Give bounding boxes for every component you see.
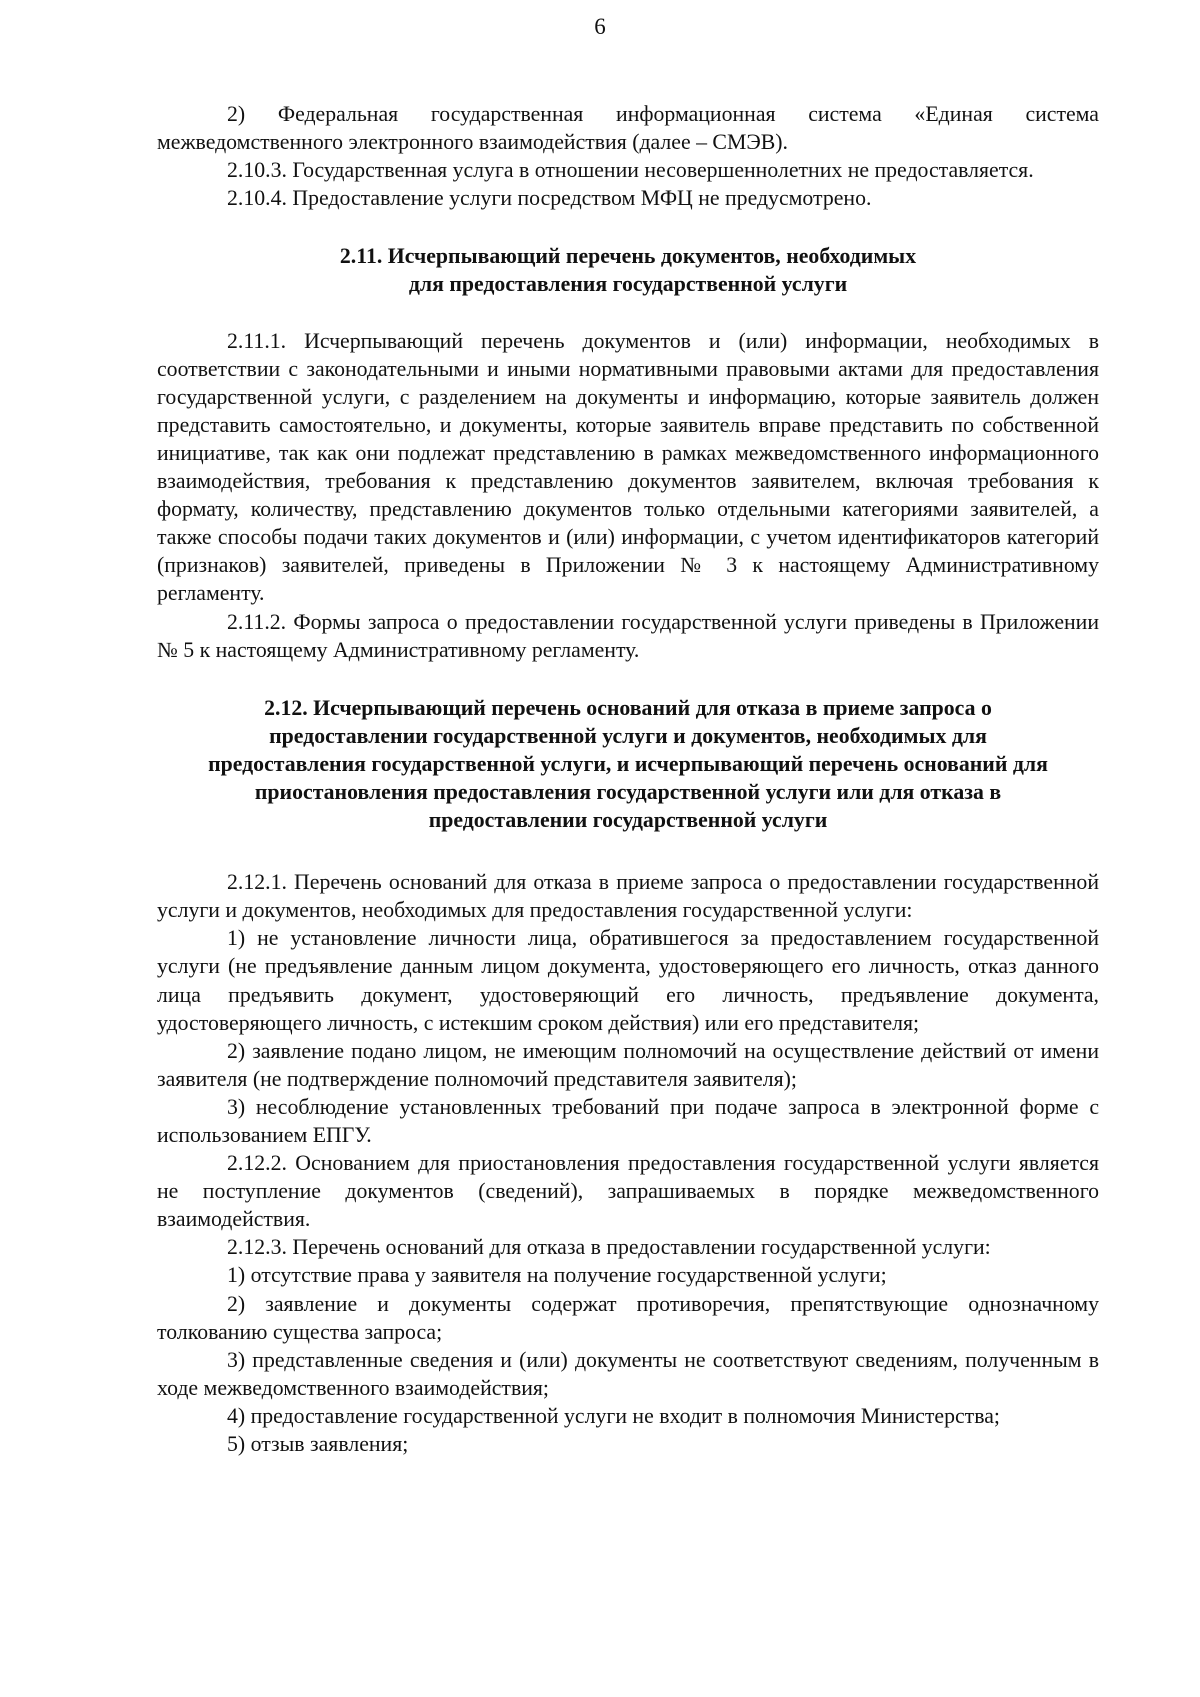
paragraph-2-12-1-item-3: 3) несоблюдение установленных требований при подаче запроса в электронной форме с использованием ЕПГУ.: [157, 1094, 1099, 1147]
section-2-12-heading-line-3: предоставления государственной услуги, и исчерпывающий перечень оснований для: [208, 751, 1048, 776]
paragraph-2-12-1-item-1: 1) не установление личности лица, обратившегося за предоставлением государственной услуги (не предъявление данным лицом документа, удостоверяющего его личность, отказ данного лица предъявить документ, удостоверяющий его личность, предъявление документа, удостоверяющего личность, с истекшим сроком действия) или его представителя;: [157, 926, 1099, 1035]
page-number: 6: [594, 14, 606, 39]
section-2-12-heading-line-2: предоставлении государственной услуги и документов, необходимых для: [269, 723, 987, 748]
paragraph-2-11-1: 2.11.1. Исчерпывающий перечень документов и (или) информации, необходимых в соответствии с законодательными и иными нормативными правовыми актами для предоставления государственной услуги, с разделением на документы и информацию, которые заявитель должен представить самостоятельно, и документы, которые заявитель вправе представить по собственной инициативе, так как они подлежат представлению в рамках межведомственного информационного взаимодействия, требования к представлению документов заявителем, включая требования к формату, количеству, представлению документов только отдельными категориями заявителей, а также способы подачи таких документов и (или) информации, с учетом идентификаторов категорий (признаков) заявителей, приведены в Приложении № 3 к настоящему Административному регламенту.: [157, 328, 1099, 606]
section-2-11-heading-line-2: для предоставления государственной услуги: [408, 272, 848, 297]
paragraph-2-10-3: 2.10.3. Государственная услуга в отношении несовершеннолетних не предоставляется.: [227, 158, 1034, 183]
paragraph-2-12-2: 2.12.2. Основанием для приостановления предоставления государственной услуги является не поступление документов (сведений), запрашиваемых в порядке межведомственного взаимодействия.: [157, 1151, 1099, 1232]
section-2-12-heading: [157, 694, 1099, 834]
paragraph-2-11-2: 2.11.2. Формы запроса о предоставлении государственной услуги приведены в Приложении № 5 к настоящему Административному регламенту.: [157, 609, 1099, 662]
item-2-smev: 2) Федеральная государственная информационная система «Единая система межведомственного электронного взаимодействия (далее – СМЭВ).: [157, 102, 1099, 155]
paragraph-2-10-4: 2.10.4. Предоставление услуги посредством МФЦ не предусмотрено.: [227, 186, 872, 211]
paragraph-2-12-3: 2.12.3. Перечень оснований для отказа в предоставлении государственной услуги:: [227, 1235, 991, 1260]
section-2-11-heading-line-1: 2.11. Исчерпывающий перечень документов, необходимых: [339, 244, 917, 269]
section-2-12-heading-line-4: приостановления предоставления государственной услуги или для отказа в: [254, 779, 1002, 804]
paragraph-2-12-3-item-3: 3) представленные сведения и (или) документы не соответствуют сведениям, полученным в ходе межведомственного взаимодействия;: [157, 1347, 1099, 1400]
section-2-12-heading-line-1: 2.12. Исчерпывающий перечень оснований для отказа в приеме запроса о: [264, 695, 992, 720]
paragraph-2-12-3-item-2: 2) заявление и документы содержат противоречия, препятствующие однозначному толкованию существа запроса;: [157, 1291, 1099, 1344]
paragraph-2-12-3-item-4: 4) предоставление государственной услуги не входит в полномочия Министерства;: [227, 1403, 1000, 1428]
paragraph-2-12-1-item-2: 2) заявление подано лицом, не имеющим полномочий на осуществление действий от имени заявителя (не подтверждение полномочий представителя заявителя);: [157, 1038, 1099, 1091]
paragraph-2-12-1: 2.12.1. Перечень оснований для отказа в приеме запроса о предоставлении государственной услуги и документов, необходимых для предоставления государственной услуги:: [157, 870, 1099, 923]
section-2-11-heading: [157, 242, 1099, 298]
document-body: [157, 100, 1099, 1458]
paragraph-2-12-3-item-5: 5) отзыв заявления;: [227, 1432, 409, 1457]
section-2-12-heading-line-5: предоставлении государственной услуги: [428, 808, 828, 833]
paragraph-2-12-3-item-1: 1) отсутствие права у заявителя на получение государственной услуги;: [227, 1263, 887, 1288]
